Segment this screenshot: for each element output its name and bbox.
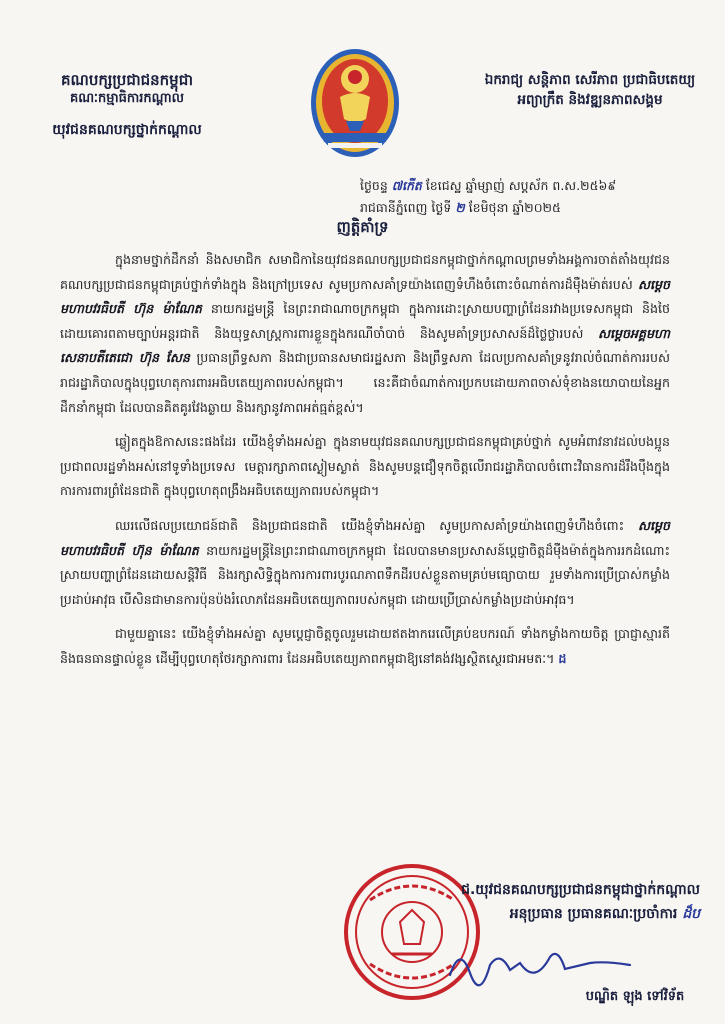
lunar-prefix: ថ្ងៃចន្ទ xyxy=(360,178,388,193)
date-block xyxy=(360,175,700,219)
signatory-name: បណ្ឌិត ឡុង ទៅវិទ័ត xyxy=(585,989,685,1004)
header-right xyxy=(470,70,710,110)
signature-role: អនុប្រធាន ប្រធានគណៈប្រចាំការ xyxy=(509,906,678,922)
lunar-date xyxy=(360,175,700,197)
p1-text-d: ក្នុងការដោះស្រាយបញ្ហាព្រំដែនរវាងប្រទេសកម្ពុជា និងថៃ ដោយគោរពតាមច្បាប់អន្តរជាតិ និងយុទ្ធសាស្ត្រការពារខ្លួនក្នុងករណីចាំបាច់ និងសូមគាំទ្រប្រសាសន៍ដ៏ថ្លៃថ្លារបស់ xyxy=(60,301,670,341)
lunar-handwritten: ៧កើត xyxy=(391,178,422,193)
p3-text-c: នាយករដ្ឋមន្ត្រីនៃព្រះរាជាណាចក្រកម្ពុជា ដែលបានមានប្រសាសន៍ប្តេជ្ញាចិត្តដ៏ម៉ឺងម៉ាត់ក្នុងការរកដំណោះស្រាយបញ្ហាព្រំដែនដោយសន្តិវិធី និងរក្សាសិទ្ធិក្នុងការការពារបូរណភាពទឹកដីរបស់ខ្លួនតាមគ្រប់មធ្យោបាយ រួមទាំងការប្រើប្រាស់កម្លាំងប្រដាប់អាវុធ បើសិនជាមានការប៉ុនប៉ងរំលោភដែនអធិបតេយ្យភាពរបស់កម្ពុជា ដោយប្រើប្រាស់កម្លាំងប្រដាប់អាវុធ។ xyxy=(60,542,670,607)
p3-name-pm: សម្តេចមហាបវរធិបតី ហ៊ុន ម៉ាណែត xyxy=(60,517,670,558)
signature-role-line xyxy=(320,902,700,926)
document-body xyxy=(60,248,670,682)
p1-text-a: ក្នុងនាមថ្នាក់ដឹកនាំ និងសមាជិក សមាជិកានៃយុវជនគណបក្សប្រជាជនកម្ពុជាថ្នាក់កណ្តាលព្រមទាំងអង្គការចាត់តាំងយុវជនគណបក្សប្រជាជនកម្ពុជាគ្រប់ថ្នាក់ទាំងក្នុង និងក្រៅប្រទេស សូមប្រកាសគាំទ្រយ៉ាងពេញទំហឹងចំពោះចំណាត់ការដ៏ម៉ឺងម៉ាត់របស់ xyxy=(60,252,670,292)
handwritten-signature-icon xyxy=(440,935,640,995)
p1-text-c: នាយករដ្ឋមន្ត្រី នៃព្រះរាជាណាចក្រកម្ពុជា xyxy=(210,301,400,317)
central-committee: គណៈកម្មាធិការកណ្តាល xyxy=(69,91,185,106)
p3-text-a: ឈរលើផលប្រយោជន៍ជាតិ និងប្រជាជនជាតិ យើងខ្ញុំទាំងអស់គ្នា សូមប្រកាសគាំទ្រយ៉ាងពេញទំហឹងចំពោះ xyxy=(115,517,625,533)
p4-text: ជាមួយគ្នានេះ យើងខ្ញុំទាំងអស់គ្នា សូមប្តេជ្ញាចិត្តចូលរួមដោយឥតងាករេលើគ្រប់ឧបករណ៍ ទាំងកម្លាំងកាយចិត្ត ប្រាជ្ញាស្មារតី និងធនធានផ្ទាល់ខ្លួន ដើម្បីបុព្វហេតុថែរក្សាការពារ ដែនអធិបតេយ្យភាពកម្ពុជាឱ្យនៅគង់វង្សស្ថិតស្ថេរជាអមតៈ។ xyxy=(60,626,670,666)
national-motto-line2: អព្យាក្រឹត និងវឌ្ឍនភាពសង្គម xyxy=(517,92,663,108)
solar-handwritten: ២ xyxy=(455,200,465,215)
signature-role-handwritten: ដ៏ប xyxy=(682,906,700,922)
p1-name-pm: សម្តេចមហាបវរធិបតី ហ៊ុន ម៉ាណែត xyxy=(60,276,670,317)
paragraph-2: ឆ្លៀតក្នុងឱកាសនេះផងដែរ យើងខ្ញុំទាំងអស់គ្នា ក្នុងនាមយុវជនគណបក្សប្រជាជនកម្ពុជាគ្រប់ថ្នាក់ សូមអំពាវនាវដល់បងប្អូនប្រជាពលរដ្ឋទាំងអស់នៅទូទាំងប្រទេស មេត្តារក្សាភាពស្ងៀមស្ងាត់ និងសូមបន្តជឿទុកចិត្តលើរាជរដ្ឋាភិបាលចំពោះវិធានការដ៏រឹងប៉ឹងក្នុងការការពារព្រំដែនជាតិ ក្នុងបុព្វហេតុពង្រឹងអធិបតេយ្យភាពរបស់កម្ពុជា។ xyxy=(60,434,670,499)
p1-text-f: ប្រធានព្រឹទ្ធសភា និងជាប្រធានសមាជរដ្ឋសភា និងព្រឹទ្ធសភា ដែលប្រកាសគាំទ្រនូវរាល់ចំណាត់ការរបស់រាជរដ្ឋាភិបាលក្នុងបុព្វហេតុការពារអធិបតេយ្យភាពរបស់កម្ពុជា។ នេះគឺជាចំណាត់ការប្រកបដោយភាពចាស់ទុំខាងនយោបាយនៃអ្នកដឹកនាំកម្ពុជា ដែលបានគិតគូរវែងឆ្ងាយ និងរក្សានូវភាពអត់ធ្មត់ខ្ពស់។ xyxy=(60,350,670,415)
signature-title xyxy=(320,878,700,926)
header-left xyxy=(22,70,232,140)
solar-prefix: រាជធានីភ្នំពេញ ថ្ងៃទី xyxy=(360,200,452,215)
youth-unit: យុវជនគណបក្សថ្នាក់កណ្តាល xyxy=(52,122,202,138)
lunar-rest: ខែជេស្ឋ ឆ្នាំម្សាញ់ សប្តស័ក ព.ស.២៥៦៩ xyxy=(425,178,617,193)
paragraph-3 xyxy=(60,514,670,612)
party-name: គណបក្សប្រជាជនកម្ពុជា xyxy=(61,71,193,89)
signature-org: ជ.យុវជនគណបក្សប្រជាជនកម្ពុជាថ្នាក់កណ្តាល xyxy=(461,882,700,898)
document-title: ញត្តិគាំទ្រ xyxy=(336,218,389,236)
p4-handwritten: ដ xyxy=(558,650,567,666)
solar-rest: ខែមិថុនា ឆ្នាំ២០២៥ xyxy=(468,200,561,215)
national-motto-line1: ឯករាជ្យ សន្តិភាព សេរីភាព ប្រជាធិបតេយ្យ xyxy=(484,72,696,88)
paragraph-4 xyxy=(60,622,670,671)
solar-date xyxy=(360,197,700,219)
paragraph-1 xyxy=(60,248,670,420)
party-emblem-icon xyxy=(300,45,410,165)
p1-name-senate: សម្តេចអគ្គមហាសេនាបតីតេជោ ហ៊ុន សែន xyxy=(60,325,670,366)
